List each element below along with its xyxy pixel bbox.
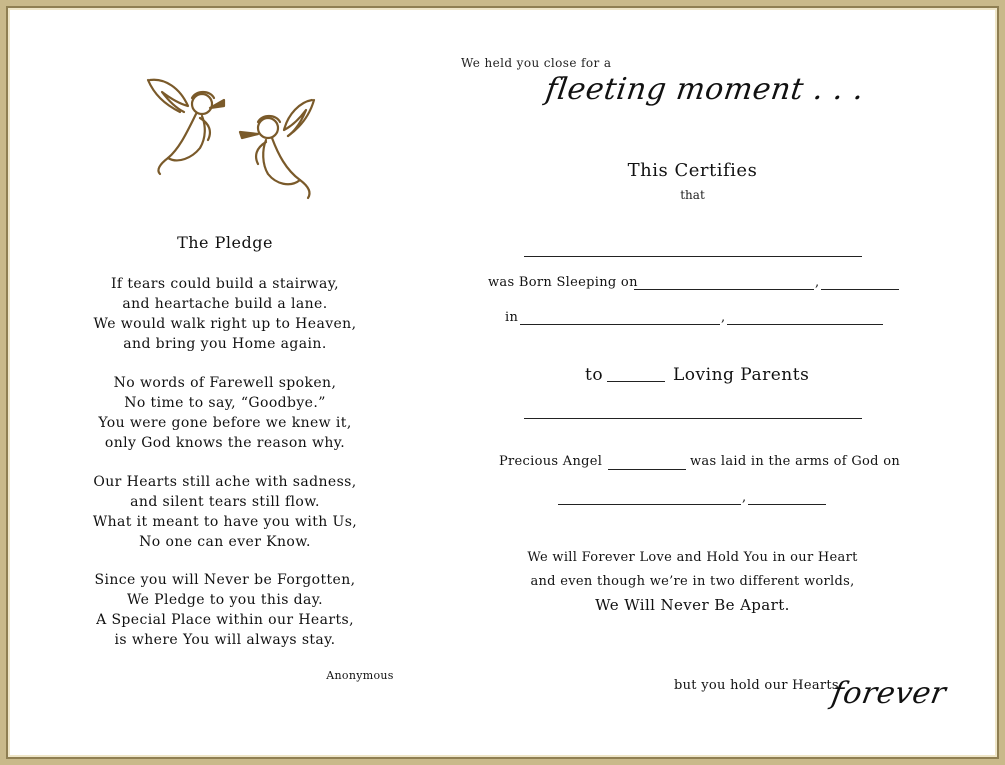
comma-separator: , <box>815 275 820 290</box>
poem-line: is where You will always stay. <box>114 632 336 648</box>
name-blank-line[interactable] <box>524 256 862 257</box>
parents-count-blank-line[interactable] <box>607 381 665 382</box>
hold-hearts-text: but you hold our Hearts <box>674 678 839 693</box>
never-apart-text: We Will Never Be Apart. <box>595 596 790 614</box>
poem-line: Since you will Never be Forgotten, <box>94 572 356 588</box>
angels-illustration <box>140 68 320 203</box>
angel-with-trumpet-icon <box>240 100 314 198</box>
held-close-text: We held you close for a <box>461 56 612 70</box>
parents-names-blank-line[interactable] <box>524 418 862 419</box>
certifies-heading: This Certifies <box>627 160 758 181</box>
birth-date-blank-line[interactable] <box>634 289 814 290</box>
poem-line: You were gone before we knew it, <box>98 415 352 431</box>
comma-separator: , <box>742 490 747 505</box>
pledge-stanza-2 <box>70 373 380 453</box>
poem-line: and silent tears still flow. <box>130 494 320 510</box>
that-text: that <box>680 188 705 202</box>
birth-city-blank-line[interactable] <box>520 324 720 325</box>
poem-line: What it meant to have you with Us, <box>92 514 358 530</box>
forever-script: forever <box>828 676 949 711</box>
birth-year-blank-line[interactable] <box>821 289 899 290</box>
laid-in-arms-label: was laid in the arms of God on <box>690 454 901 469</box>
poem-line: and bring you Home again. <box>123 336 327 352</box>
verse-line: We will Forever Love and Hold You in our Heart <box>527 550 858 565</box>
pledge-stanza-3 <box>70 472 380 552</box>
pledge-stanza-4 <box>70 570 380 650</box>
death-date-blank-line[interactable] <box>558 504 741 505</box>
poem-line: and heartache build a lane. <box>122 296 328 312</box>
birth-state-blank-line[interactable] <box>727 324 883 325</box>
pledge-stanza-1 <box>70 274 380 354</box>
fleeting-moment-script: fleeting moment . . . <box>543 72 867 107</box>
poem-author: Anonymous <box>326 669 394 682</box>
pledge-title: The Pledge <box>177 233 273 252</box>
poem-line: We would walk right up to Heaven, <box>93 316 357 332</box>
poem-line: A Special Place within our Hearts, <box>96 612 354 628</box>
death-year-blank-line[interactable] <box>748 504 826 505</box>
in-label: in <box>505 310 519 325</box>
angel-with-trumpet-icon <box>148 80 224 174</box>
poem-line: We Pledge to you this day. <box>126 592 324 608</box>
angel-name-blank-line[interactable] <box>608 469 686 470</box>
to-label: to <box>585 365 604 385</box>
poem-line: No words of Farewell spoken, <box>113 375 337 391</box>
born-sleeping-label: was Born Sleeping on <box>488 275 638 290</box>
loving-parents-label: Loving Parents <box>673 365 810 385</box>
poem-line: No one can ever Know. <box>139 534 311 550</box>
poem-line: If tears could build a stairway, <box>110 276 340 292</box>
forever-love-verse <box>480 546 905 594</box>
poem-line: only God knows the reason why. <box>104 435 346 451</box>
precious-angel-label: Precious Angel <box>499 454 603 469</box>
poem-line: No time to say, “Goodbye.” <box>124 395 326 411</box>
poem-line: Our Hearts still ache with sadness, <box>93 474 357 490</box>
comma-separator: , <box>721 310 726 325</box>
verse-line: and even though we’re in two different worlds, <box>530 574 855 589</box>
